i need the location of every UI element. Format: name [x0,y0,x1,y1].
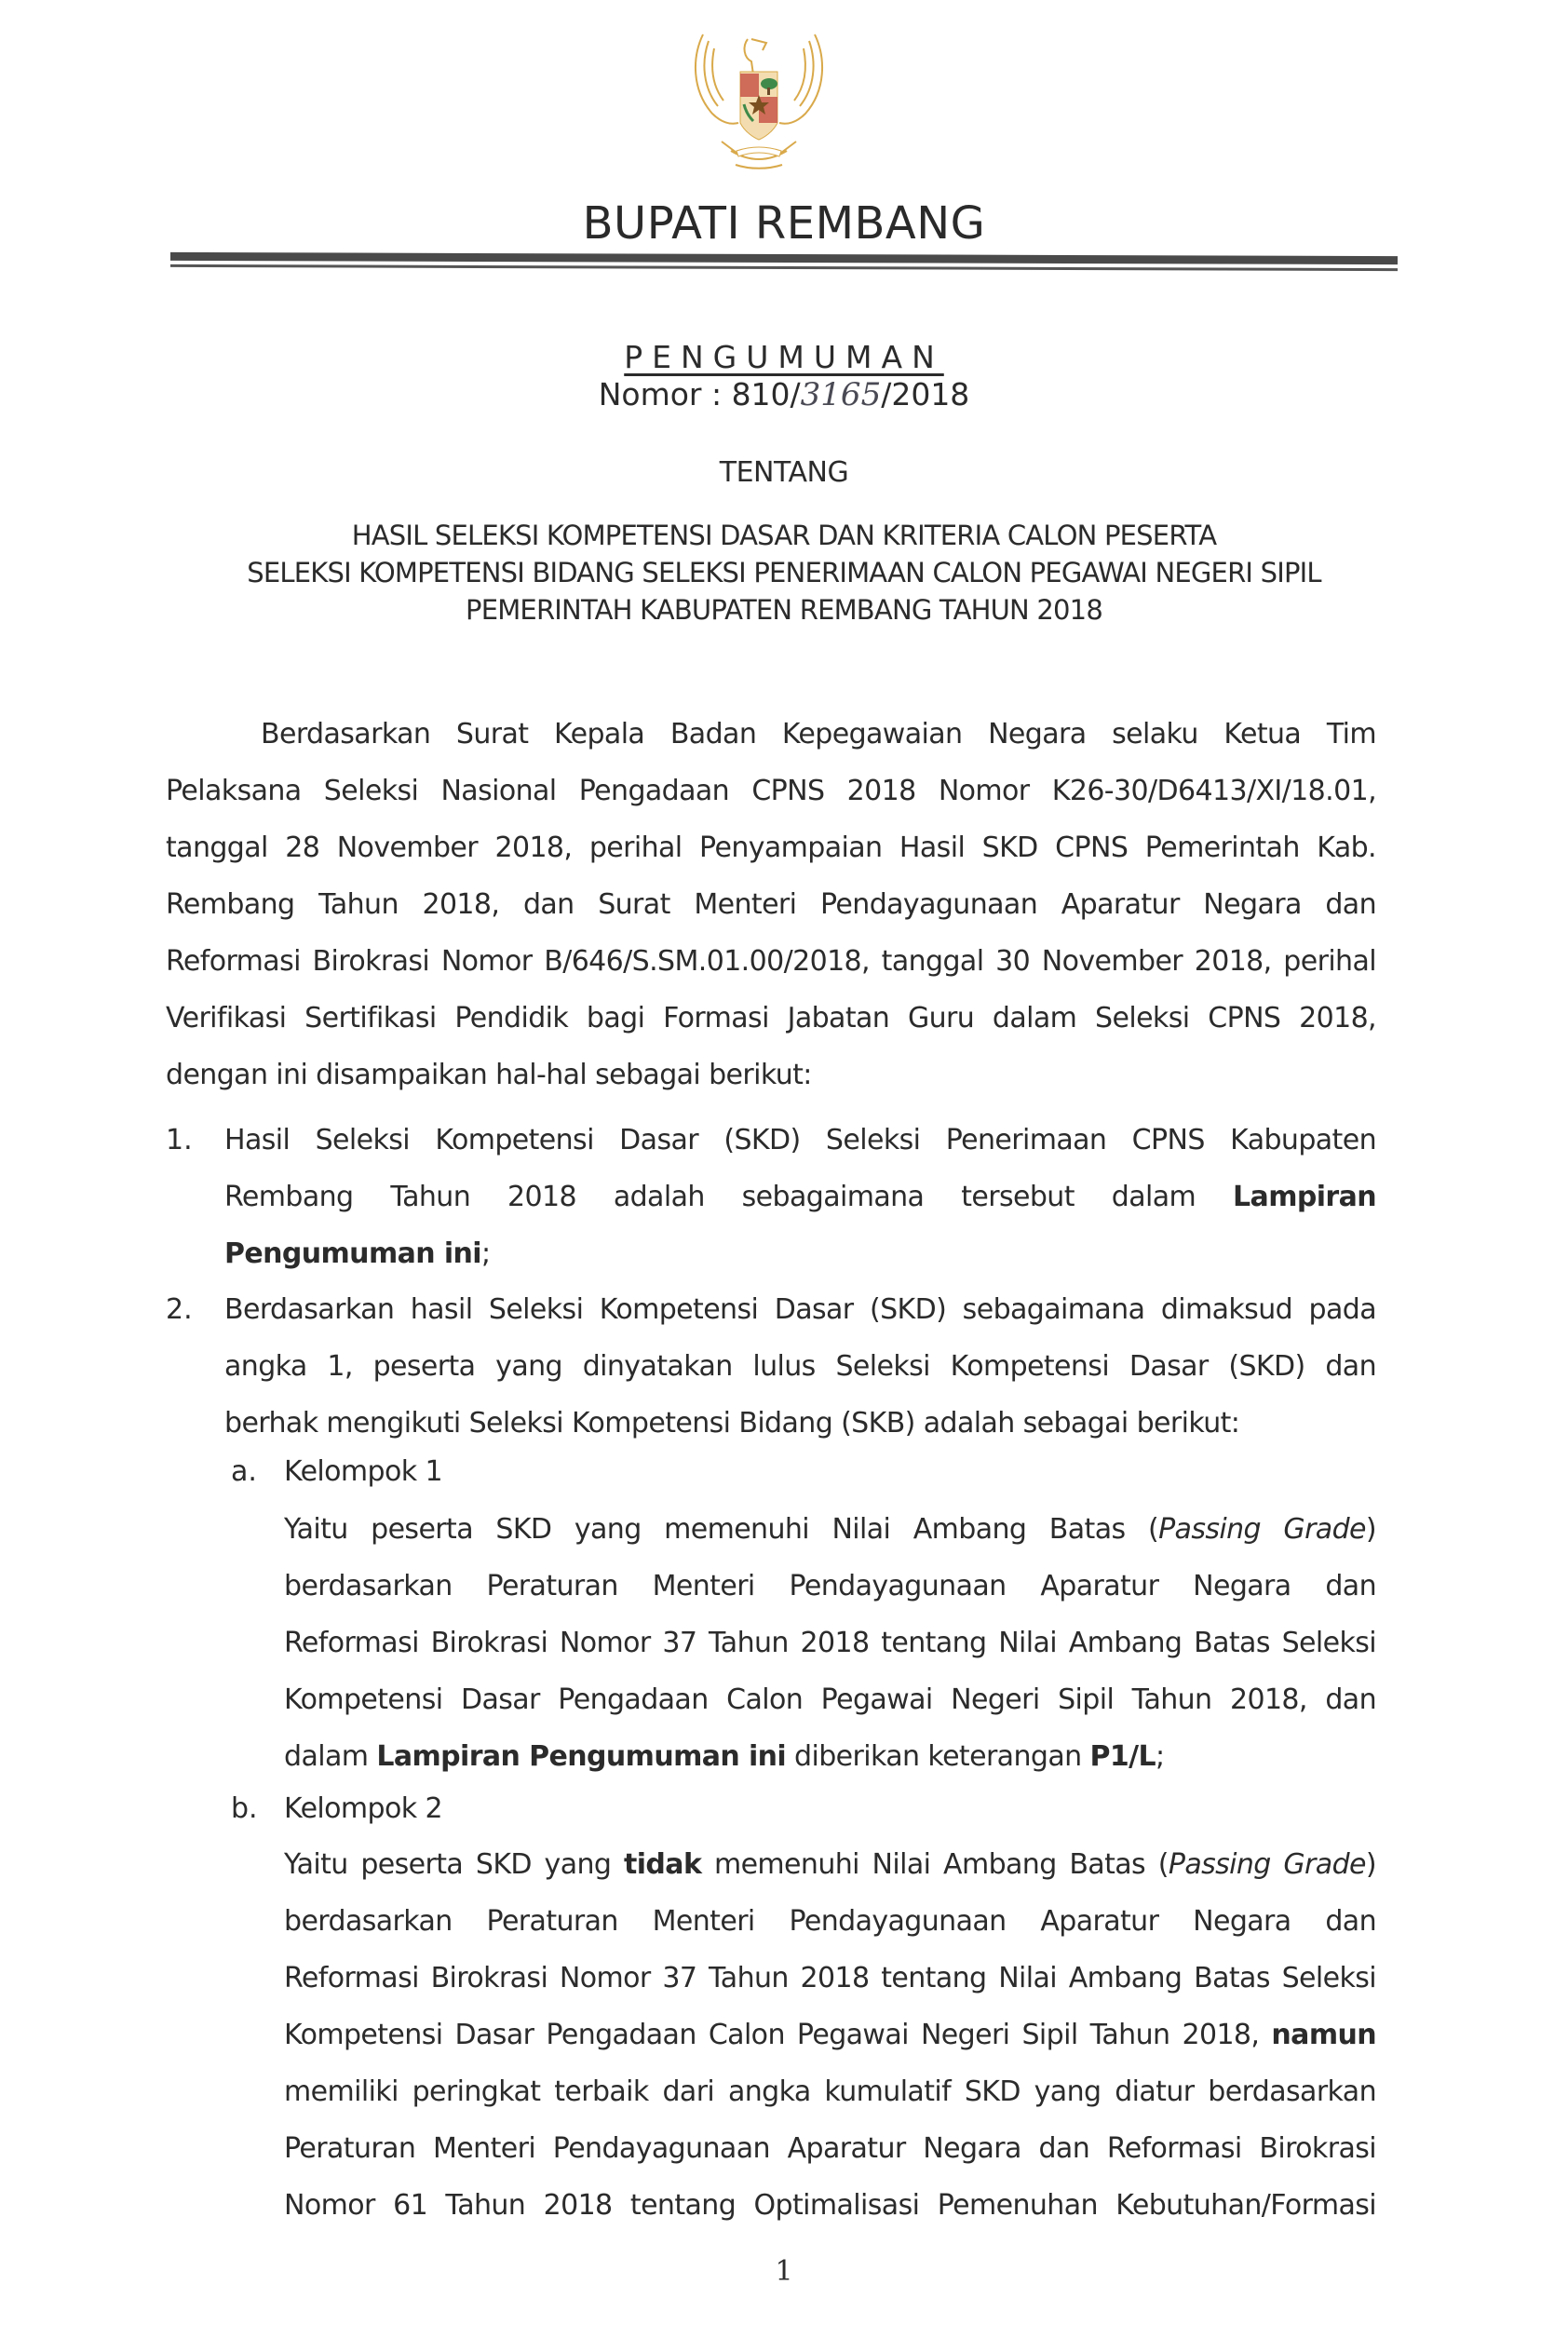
announcement-number [0,376,1568,413]
subject-line: SELEKSI KOMPETENSI BIDANG SELEKSI PENERIMAAN CALON PEGAWAI NEGERI SIPIL [247,557,1321,588]
sublist-line: berdasarkan Peraturan Menteri Pendayagunaan Aparatur Negara dan [284,1905,1376,1938]
sublist-title: Kelompok 1 [284,1455,442,1488]
sub-b-text: Kompetensi Dasar Pengadaan Calon Pegawai Negeri Sipil Tahun 2018, [284,2019,1272,2051]
intro-line: dengan ini disampaikan hal-hal sebagai berikut: [166,1059,812,1091]
list-item-line [224,1225,1376,1282]
sub-a-bold: Lampiran Pengumuman ini [376,1740,787,1773]
sublist-line: Reformasi Birokrasi Nomor 37 Tahun 2018 tentang Nilai Ambang Batas Seleksi [284,1627,1376,1659]
list-item-line: angka 1, peserta yang dinyatakan lulus Seleksi Kompetensi Dasar (SKD) dan [224,1350,1376,1383]
list-item-line [224,1169,1376,1225]
letterhead-title: BUPATI REMBANG [582,197,986,250]
number-suffix: /2018 [881,376,970,412]
intro-line: Reformasi Birokrasi Nomor B/646/S.SM.01.00/2018, tanggal 30 November 2018, perihal [166,945,1376,978]
subject-line: HASIL SELEKSI KOMPETENSI DASAR DAN KRITERIA CALON PESERTA [351,520,1217,551]
garuda-emblem-logo [684,20,833,171]
intro-line: Pelaksana Seleksi Nasional Pengadaan CPNS 2018 Nomor K26-30/D6413/XI/18.01, [166,775,1376,807]
sub-a-text: Yaitu peserta SKD yang memenuhi Nilai Ambang Batas ( [284,1513,1159,1546]
sublist-line [284,1501,1376,1558]
intro-line: tanggal 28 November 2018, perihal Penyampaian Hasil SKD CPNS Pemerintah Kab. [166,831,1376,864]
garuda-emblem-icon [684,20,833,171]
item1-bold: Lampiran [1233,1181,1377,1213]
list-item-line: Hasil Seleksi Kompetensi Dasar (SKD) Seleksi Penerimaan CPNS Kabupaten [224,1124,1376,1156]
list-item-line: Berdasarkan hasil Seleksi Kompetensi Dasar (SKD) sebagaimana dimaksud pada [224,1293,1376,1326]
sublist-line: Nomor 61 Tahun 2018 tentang Optimalisasi Pemenuhan Kebutuhan/Formasi [284,2189,1376,2222]
sublist-letter: a. [231,1455,257,1488]
intro-line: Berdasarkan Surat Kepala Badan Kepegawaian Negara selaku Ketua Tim [261,718,1376,750]
letterhead-rule-thin [170,264,1398,271]
list-number: 1. [166,1124,193,1156]
sub-b-text: memenuhi Nilai Ambang Batas ( [701,1848,1169,1881]
item1-end: ; [480,1237,491,1270]
sublist-letter: b. [231,1792,258,1825]
about-label: TENTANG [719,456,849,489]
sub-a-italic: Passing Grade [1158,1513,1366,1546]
letterhead-rule-thick [170,252,1398,264]
sublist-line: Kompetensi Dasar Pengadaan Calon Pegawai Negeri Sipil Tahun 2018, dan [284,1683,1376,1716]
sub-a-end: ; [1156,1740,1165,1773]
sub-b-bold: namun [1271,2019,1376,2051]
announcement-heading-text: PENGUMUMAN [624,339,944,375]
sub-a-bold: P1/L [1089,1740,1156,1773]
sublist-line: Peraturan Menteri Pendayagunaan Aparatur Negara dan Reformasi Birokrasi [284,2132,1376,2165]
intro-line: Rembang Tahun 2018, dan Surat Menteri Pendayagunaan Aparatur Negara dan [166,888,1376,921]
sublist-line: Reformasi Birokrasi Nomor 37 Tahun 2018 tentang Nilai Ambang Batas Seleksi [284,1962,1376,1994]
sub-a-text: diberikan keterangan [786,1740,1090,1773]
number-prefix: Nomor : 810/ [598,376,801,412]
sub-a-text: dalam [284,1740,377,1773]
announcement-heading [0,339,1568,375]
intro-line: Verifikasi Sertifikasi Pendidik bagi Formasi Jabatan Guru dalam Seleksi CPNS 2018, [166,1002,1376,1034]
sub-b-italic: Passing Grade [1168,1848,1366,1881]
sublist-title: Kelompok 2 [284,1792,442,1825]
list-number: 2. [166,1293,193,1326]
sublist-line [284,1728,1376,1785]
sub-b-bold: tidak [624,1848,702,1881]
sub-a-end: ) [1365,1513,1376,1546]
sublist-line: memiliki peringkat terbaik dari angka kumulatif SKD yang diatur berdasarkan [284,2075,1376,2108]
sublist-line [284,2007,1376,2063]
subject-line: PEMERINTAH KABUPATEN REMBANG TAHUN 2018 [466,594,1102,626]
sublist-line: berdasarkan Peraturan Menteri Pendayagunaan Aparatur Negara dan [284,1570,1376,1602]
item1-bold: Pengumuman ini [224,1237,481,1270]
page-number: 1 [775,2255,793,2288]
list-item-line: berhak mengikuti Seleksi Kompetensi Bidang (SKB) adalah sebagai berikut: [224,1407,1240,1440]
item1-text: Rembang Tahun 2018 adalah sebagaimana tersebut dalam [224,1181,1196,1213]
sublist-line [284,1836,1376,1893]
handwritten-number: 3165 [800,376,882,413]
sub-b-text: Yaitu peserta SKD yang [284,1848,624,1881]
sub-b-end: ) [1365,1848,1376,1881]
